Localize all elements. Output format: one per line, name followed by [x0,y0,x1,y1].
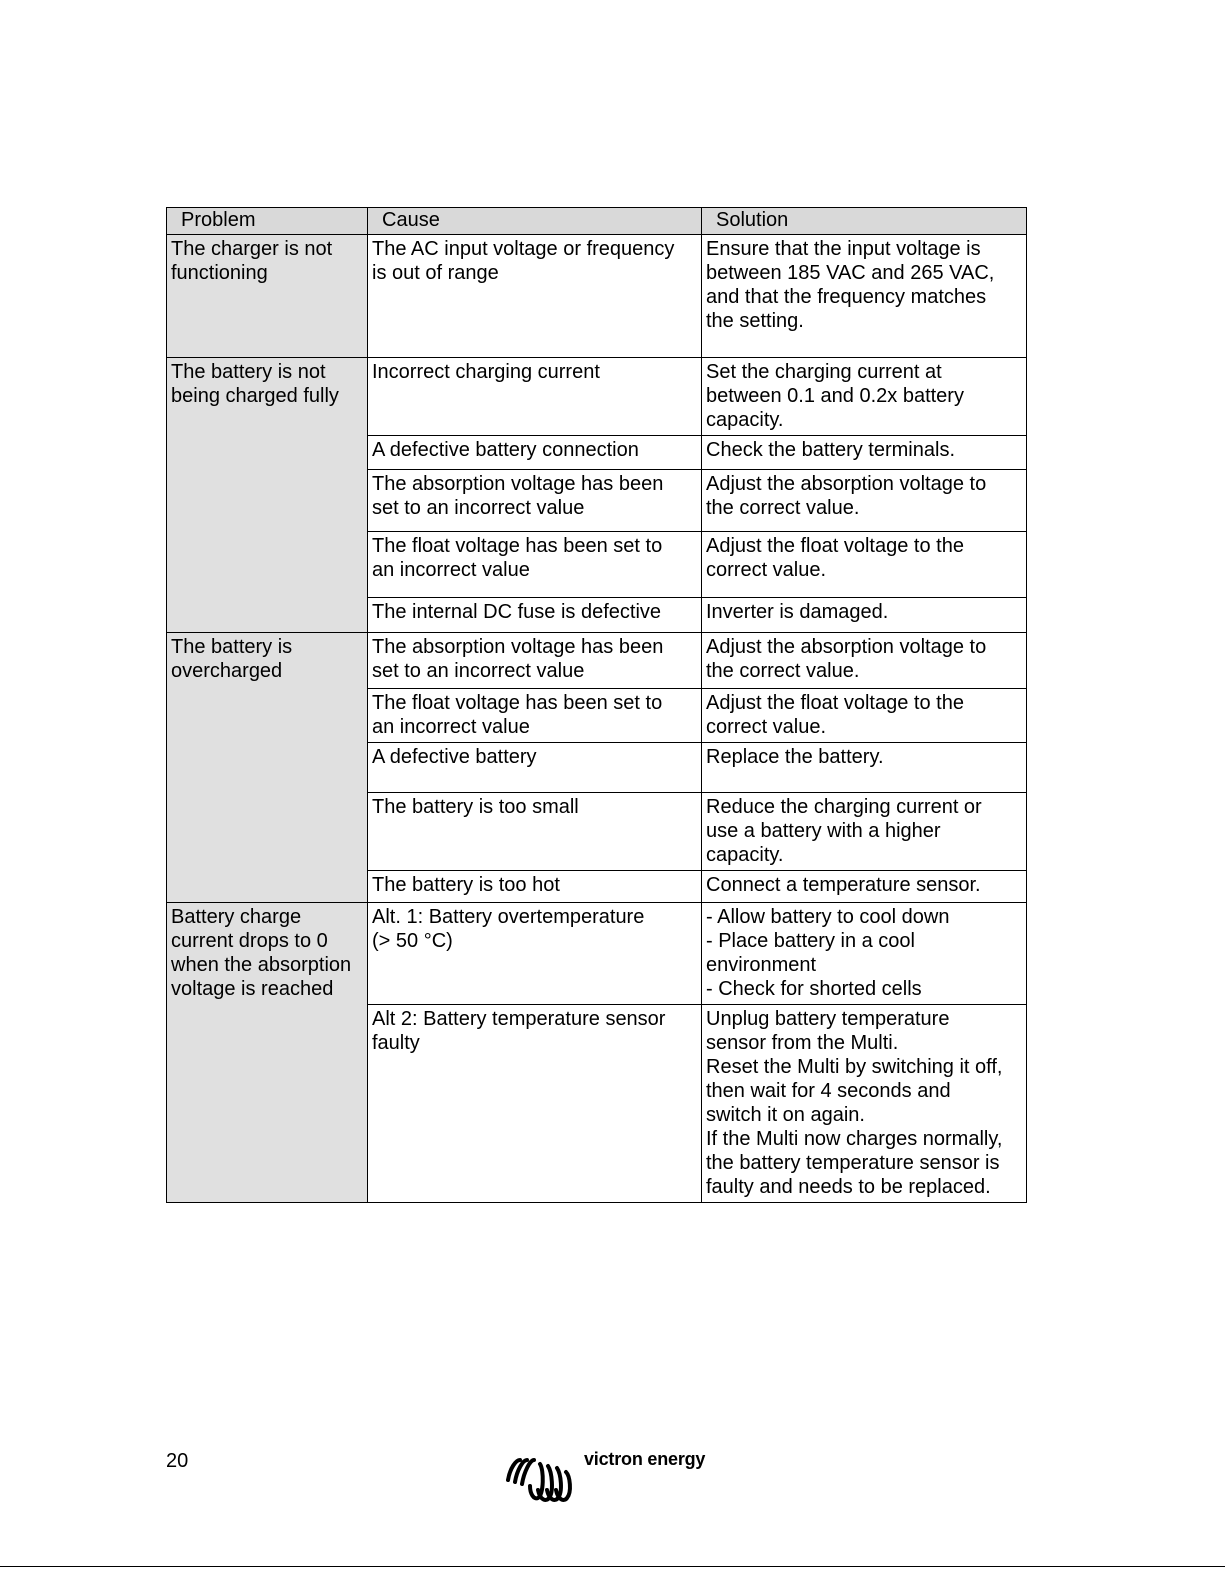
solution-cell: Adjust the absorption voltage to the correct value. [702,470,1027,532]
cause-cell: The float voltage has been set to an incorrect value [368,532,702,598]
solution-cell: Unplug battery temperature sensor from the Multi. Reset the Multi by switching it off, then wait for 4 seconds and switch it on again. If the Multi now charges normally, the battery temperature sensor is faulty and needs to be replaced. [702,1005,1027,1203]
header-row [167,208,1027,235]
bottom-rule [0,1566,1225,1567]
cause-cell: A defective battery connection [368,436,702,470]
page-number: 20 [166,1450,189,1472]
solution-cell: Adjust the absorption voltage to the correct value. [702,633,1027,689]
table-row [167,903,1027,1005]
cause-cell: The absorption voltage has been set to an incorrect value [368,470,702,532]
troubleshooting-table [166,207,1027,1203]
solution-cell: - Allow battery to cool down - Place battery in a cool environment - Check for shorted cells [702,903,1027,1005]
table-row [167,633,1027,689]
cause-cell: The absorption voltage has been set to an incorrect value [368,633,702,689]
table-row [167,235,1027,358]
victron-coil-logo-icon [500,1446,580,1504]
solution-cell: Connect a temperature sensor. [702,871,1027,903]
cause-cell: The AC input voltage or frequency is out of range [368,235,702,358]
cause-cell: The internal DC fuse is defective [368,598,702,633]
header-problem: Problem [167,208,368,235]
brand-name: victron energy [584,1449,706,1469]
problem-cell: The battery is overcharged [167,633,368,903]
solution-cell: Check the battery terminals. [702,436,1027,470]
solution-cell: Replace the battery. [702,743,1027,793]
cause-cell: Alt 2: Battery temperature sensor faulty [368,1005,702,1203]
solution-cell: Ensure that the input voltage is between 185 VAC and 265 VAC, and that the frequency matches the setting. [702,235,1027,358]
table-row [167,358,1027,436]
solution-cell: Adjust the float voltage to the correct value. [702,689,1027,743]
cause-cell: Alt. 1: Battery overtemperature (> 50 °C) [368,903,702,1005]
header-solution: Solution [702,208,1027,235]
problem-cell: The battery is not being charged fully [167,358,368,633]
cause-cell: The battery is too hot [368,871,702,903]
problem-cell: The charger is not functioning [167,235,368,358]
problem-cell: Battery charge current drops to 0 when the absorption voltage is reached [167,903,368,1203]
solution-cell: Adjust the float voltage to the correct value. [702,532,1027,598]
cause-cell: Incorrect charging current [368,358,702,436]
cause-cell: A defective battery [368,743,702,793]
cause-cell: The battery is too small [368,793,702,871]
solution-cell: Inverter is damaged. [702,598,1027,633]
solution-cell: Reduce the charging current or use a battery with a higher capacity. [702,793,1027,871]
solution-cell: Set the charging current at between 0.1 and 0.2x battery capacity. [702,358,1027,436]
header-cause: Cause [368,208,702,235]
cause-cell: The float voltage has been set to an incorrect value [368,689,702,743]
